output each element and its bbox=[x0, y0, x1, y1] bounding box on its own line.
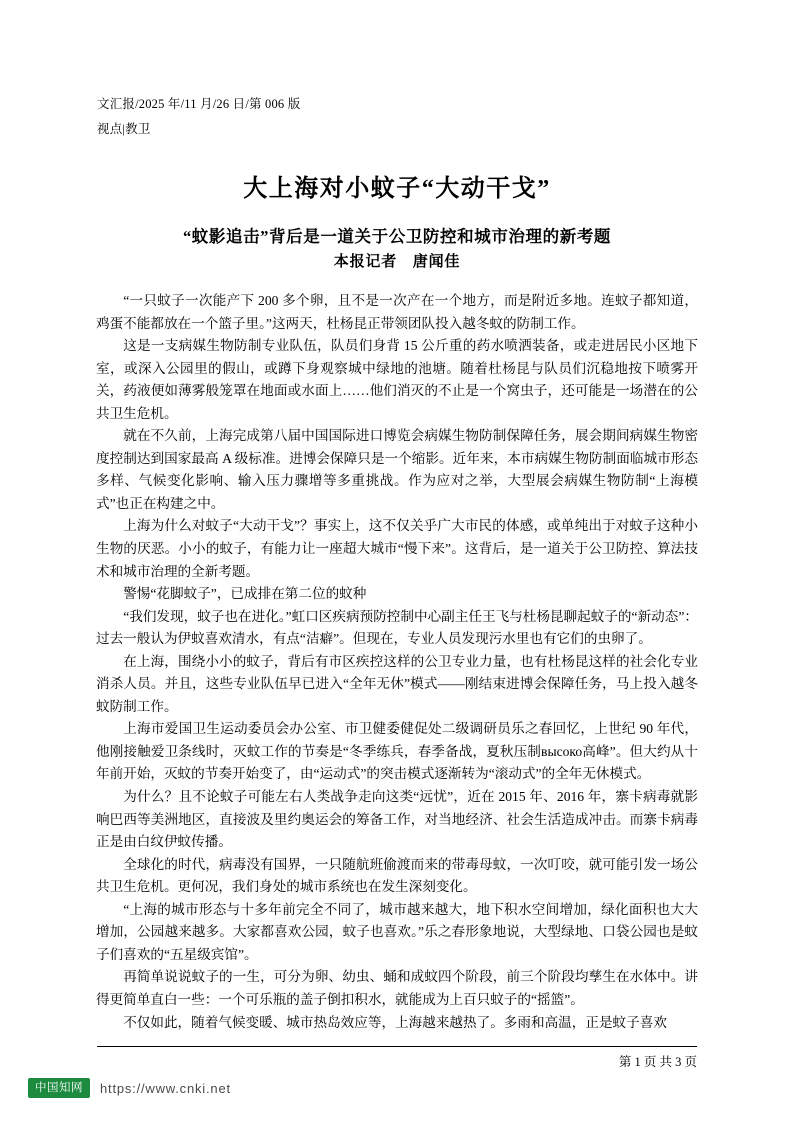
article-body bbox=[96, 290, 698, 1034]
byline: 本报记者 唐闻佳 bbox=[333, 254, 461, 270]
cnki-watermark bbox=[28, 1078, 231, 1098]
subtitle: “蚊影追击”背后是一道关于公卫防控和城市治理的新考题 bbox=[182, 226, 612, 246]
paragraph: “一只蚊子一次能产下 200 多个卵，且不是一次产在一个地方，而是附近多地。连蚊子都知道，鸡蛋不能都放在一个篮子里。”这两天，杜杨昆正带领团队投入越冬蚊的防制工作。 bbox=[96, 293, 698, 331]
paragraph: 就在不久前，上海完成第八届中国国际进口博览会病媒生物防制保障任务，展会期间病媒生物密度控制达到国家最高 A 级标准。进博会保障只是一个缩影。近年来，本市病媒生物防制面临城市形态多样、气候变化影响、输入压力骤增等多重挑战。作为应对之举，大型展会病媒生物防制“上海模式”也正在构建之中。 bbox=[96, 428, 698, 511]
paragraph: 上海市爱国卫生运动委员会办公室、市卫健委健促处二级调研员乐之春回忆，上世纪 90 年代，他刚接触爱卫条线时，灭蚊工作的节奏是“冬季练兵，春季备战，夏秋压制высоко高峰”。但大约从十年前开始，灭蚊的节奏开始变了，由“运动式”的突击模式逐渐转为“滚动式”的全年无休模式。 bbox=[96, 721, 698, 782]
paragraph: 这是一支病媒生物防制专业队伍，队员们身背 15 公斤重的药水喷洒装备，或走进居民小区地下室，或深入公园里的假山，或蹲下身观察城中绿地的池塘。随着杜杨昆与队员们沉稳地按下喷雾开关，药液便如薄雾般笼罩在地面或水面上……他们消灭的不止是一个窝虫子，还可能是一场潜在的公共卫生危机。 bbox=[96, 338, 698, 421]
cnki-url: https://www.cnki.net bbox=[100, 1080, 231, 1096]
paragraph: 为什么？且不论蚊子可能左右人类战争走向这类“远忧”，近在 2015 年、2016 年，寨卡病毒就影响巴西等美洲地区，直接波及里约奥运会的筹备工作，对当地经济、社会生活造成冲击。而寨卡病毒正是由白纹伊蚊传播。 bbox=[96, 789, 698, 850]
paragraph: 上海为什么对蚊子“大动干戈”？事实上，这不仅关乎广大市民的体感，或单纯出于对蚊子这种小生物的厌恶。小小的蚊子，有能力让一座超大城市“慢下来”。这背后，是一道关于公卫防控、算法技术和城市治理的全新考题。 bbox=[96, 518, 698, 579]
paragraph: “我们发现，蚊子也在进化。”虹口区疾病预防控制中心副主任王飞与杜杨昆聊起蚊子的“新动态”：过去一般认为伊蚊喜欢清水，有点“洁癖”。但现在，专业人员发现污水里也有它们的虫卵了。 bbox=[96, 608, 698, 647]
page-title: 大上海对小蚊子“大动干戈” bbox=[243, 176, 551, 203]
paragraph: “上海的城市形态与十多年前完全不同了，城市越来越大，地下积水空间增加，绿化面积也大大增加，公园越来越多。大家都喜欢公园，蚊子也喜欢。”乐之春形象地说，大型绿地、口袋公园也是蚊子们喜欢的“五星级宾馆”。 bbox=[96, 901, 698, 962]
footer-divider bbox=[97, 1046, 697, 1047]
paragraph: 再简单说说蚊子的一生，可分为卵、幼虫、蛹和成蚊四个阶段，前三个阶段均孳生在水体中。讲得更简单直白一些：一个可乐瓶的盖子倒扣积水，就能成为上百只蚊子的“摇篮”。 bbox=[96, 969, 698, 1007]
paragraph: 不仅如此，随着气候变暖、城市热岛效应等，上海越来越热了。多雨和高温，正是蚊子喜欢 bbox=[123, 1014, 667, 1030]
cnki-logo-icon: 中国知网 bbox=[28, 1078, 90, 1098]
section-label: 视点|教卫 bbox=[97, 122, 151, 136]
masthead: 文汇报/2025 年/11 月/26 日/第 006 版 bbox=[97, 97, 301, 111]
page-number: 第 1 页 共 3 页 bbox=[618, 1055, 697, 1069]
paragraph: 在上海，围绕小小的蚊子，背后有市区疾控这样的公卫专业力量，也有杜杨昆这样的社会化专业消杀人员。并且，这些专业队伍早已进入“全年无休”模式——刚结束进博会保障任务，马上投入越冬蚊防制工作。 bbox=[96, 653, 698, 714]
paragraph-subheading: 警惕“花脚蚊子”，已成排在第二位的蚊种 bbox=[123, 586, 367, 602]
paragraph: 全球化的时代，病毒没有国界，一只随航班偷渡而来的带毒母蚊，一次叮咬，就可能引发一场公共卫生危机。更何况，我们身处的城市系统也在发生深刻变化。 bbox=[96, 856, 698, 895]
